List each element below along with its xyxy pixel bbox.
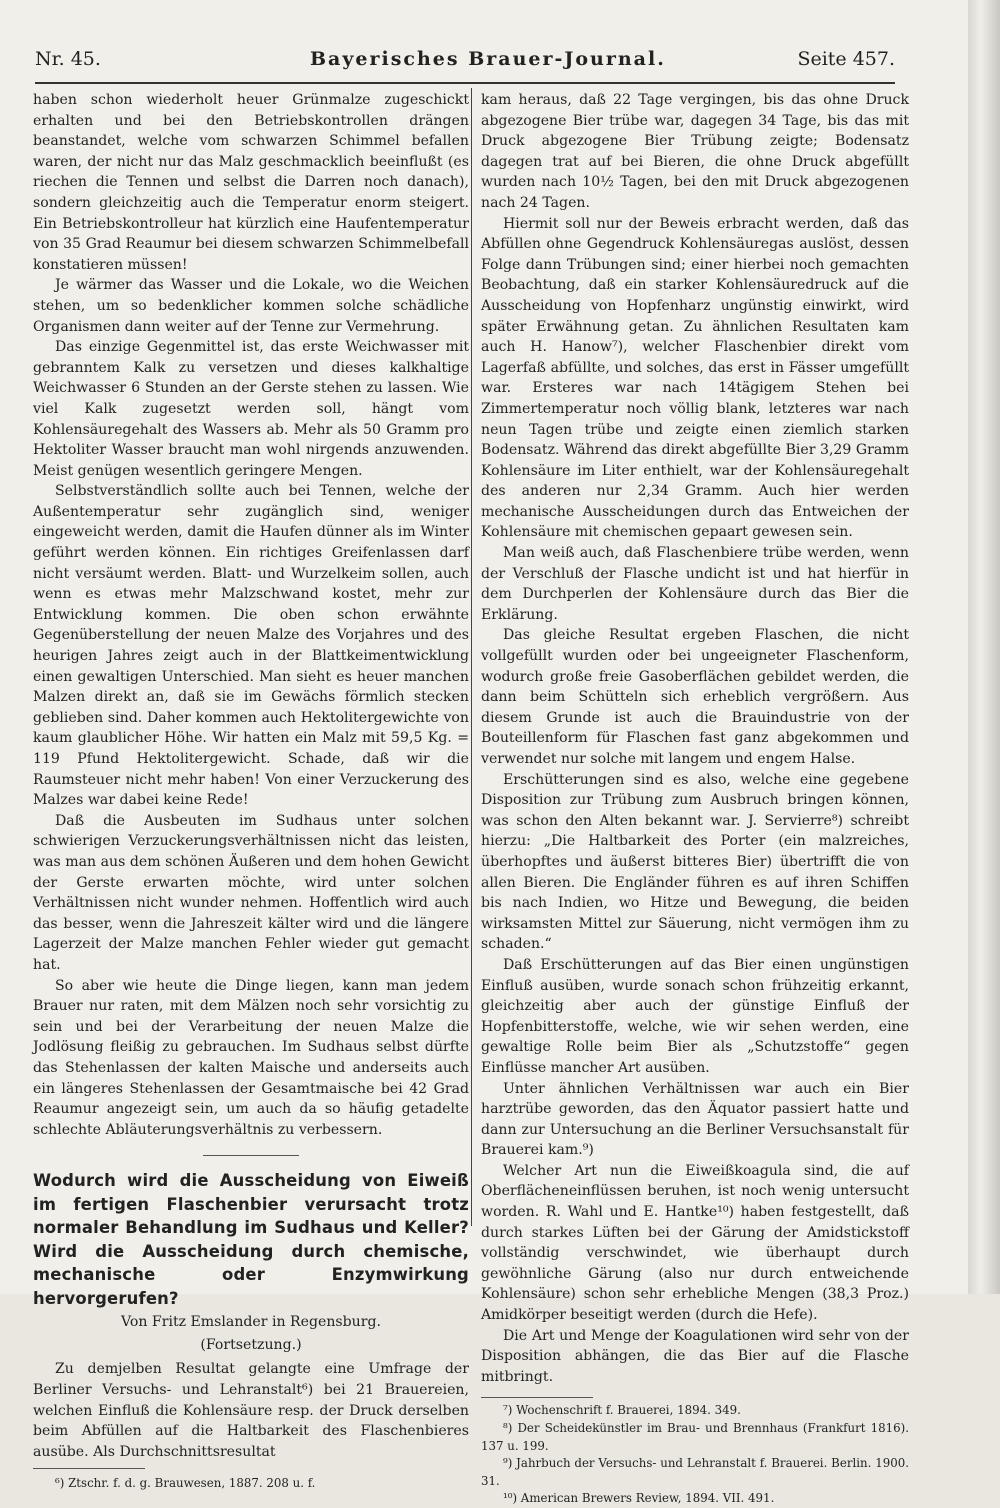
footnote: ¹⁰) American Brewers Review, 1894. VII. 491. [503,1491,775,1506]
paragraph: Unter ähnlichen Verhältnissen war auch ein Bier harztrübe geworden, das den Äquator passiert hatte und dann zur Untersuchung an die Berliner Versuchsanstalt für Brauerei kam.⁹) [481,1080,909,1159]
footnote: ⁸) Der Scheidekünstler im Brau- und Brennhaus (Frankfurt 1816). 137 u. 199. [481,1421,909,1453]
footnote: ⁶) Ztschr. f. d. g. Brauwesen, 1887. 208 u. f. [55,1476,316,1491]
section-rule [203,1155,299,1156]
header-rule [35,82,895,84]
journal-title: Bayerisches Brauer-Journal. [310,48,666,70]
footnotes [481,1402,909,1508]
footnote: ⁷) Wochenschrift f. Brauerei, 1894. 349. [503,1403,741,1418]
paragraph: Erschütterungen sind es also, welche eine gegebene Disposition zur Trübung zum Ausbruch bringen können, was schon den Alten bekannt war. J. Servierre⁸) schreibt hierzu: „Die Haltbarkeit des Porter (ein malzreiches, überhopftes und äußerst bitteres Bier) übertrifft die von allen Bieren. Die Engländer führen es auf ihren Schiffen bis nach Indien, wo Hitze und Bewegung, die beiden wirksamsten Mittel zur Säuerung, nicht vermögen ihm zu schaden.“ [481,771,909,953]
right-column [481,90,909,1508]
paragraph: Die Art und Menge der Koagulationen wird sehr von der Disposition abhängen, die das Bier auf die Flasche mitbringt. [481,1327,909,1385]
paragraph: So aber wie heute die Dinge liegen, kann man jedem Brauer nur raten, mit dem Mälzen noch sehr vorsichtig zu sein und bei der Verarbeitung der neuen Malze die Jodlösung fleißig zu gebrauchen. Im Sudhaus selbst dürfte das Stehenlassen der kalten Maische und anderseits auch ein längeres Stehenlassen der Gesamtmaische bei 42 Grad Reaumur angezeigt sein, um auch da so häufig getadelte schlechte Abläuterungsverhältnis zu verbessern. [33,977,469,1138]
paragraph: Man weiß auch, daß Flaschenbiere trübe werden, wenn der Verschluß der Flasche undicht ist und hat hierfür in dem Durchperlen der Kohlensäure durch das Bier die Erklärung. [481,545,909,623]
paragraph: Das gleiche Resultat ergeben Flaschen, die nicht vollgefüllt wurden oder bei ungeeigneter Flaschenform, wodurch große freie Gasoberflächen gebildet werden, die dann beim Schütteln sich erheblich vergrößern. Aus diesem Grunde ist auch die Brauindustrie von der Bouteillenform für Flaschen fast ganz abgekommen und verwendet nur solche mit langem und engem Halse. [481,627,909,767]
paragraph: Selbstverständlich sollte auch bei Tennen, welche der Außentemperatur sehr zugänglich sind, weniger eingeweicht werden, damit die Haufen dünner als im Winter geführt werden können. Ein richtiges Greifenlassen darf nicht versäumt werden. Blatt- und Wurzelkeim sollen, auch wenn es etwas mehr Malzschwand kostet, mehr zur Entwicklung kommen. Die oben schon erwähnte Gegenüberstellung der neuen Malze des Vorjahres und des heurigen Jahres zeigt auch in der Blattkeimentwicklung einen gewaltigen Unterschied. Man sieht es heuer manchen Malzen direkt an, daß sie im Gewächs förmlich stecken geblieben sind. Daher kommen auch Hektolitergewichte von kaum glaublicher Höhe. Wir hatten ein Malz mit 59,5 Kg. = 119 Pfund Hektolitergewicht. Schade, daß wir die Raumsteuer nicht mehr haben! Von einer Verzuckerung des Malzes war dabei keine Rede! [33,483,469,809]
paragraph: Je wärmer das Wasser und die Lokale, wo die Weichen stehen, um so bedenklicher kommen solche schädliche Organismen dann weiter auf der Tenne zur Vermehrung. [33,277,469,335]
paragraph: haben schon wiederholt heuer Grünmalze zugeschickt erhalten und bei den Betriebskontrollen drängen beanstandet, welche vom schwarzen Schimmel befallen waren, der nicht nur das Malz geschmacklich beeinflußt (es riechen die Tennen und selbst die Darren noch danach), sondern gleichzeitig auch die Temperatur enorm steigert. Ein Betriebskontrolleur hat kürzlich eine Haufentemperatur von 35 Grad Reaumur bei diesem schwarzen Schimmelbefall konstatieren müssen! [33,92,469,273]
paragraph: Hiermit soll nur der Beweis erbracht werden, daß das Abfüllen ohne Gegendruck Kohlensäuregas auslöst, dessen Folge dann Trübungen sind; einer hierbei noch gemachten Beobachtung, daß ein starker Kohlensäuredruck auf die Ausscheidung von Hopfenharz ungünstig einwirkt, wird später Erwähnung getan. Zu ähnlichen Resultaten kam auch H. Hanow⁷), welcher Flaschenbier direkt vom Lagerfaß abfüllte, und solches, das erst in Fässer umgefüllt war. Ersteres war nach 14tägigem Stehen bei Zimmertemperatur noch völlig blank, letzteres war nach neun Tagen trübe und zeigte einen ziemlich starken Bodensatz. Während das direkt abgefüllte Bier 3,29 Gramm Kohlensäure im Liter enthielt, war der Kohlensäuregehalt des anderen nur 2,34 Gramm. Auch hier werden mechanische Ausscheidungen durch das Entweichen der Kohlensäure mit chemischen gepaart gewesen sein. [481,215,909,541]
paragraph: kam heraus, daß 22 Tage vergingen, bis das ohne Druck abgezogene Bier trübe war, dagegen 34 Tage, bis das mit Druck abgezogene Bier Trübung zeigte; Bodensatz dagegen trat auf bei Bieren, die ohne Druck abgefüllt wurden nach 10½ Tagen, bei den mit Druck abgezogenen nach 24 Tagen. [481,92,909,211]
paragraph: Zu demjelben Resultat gelangte eine Umfrage der Berliner Versuchs- und Lehranstalt⁶) bei 21 Brauereien, welchen Einfluß die Kohlensäure resp. der Druck derselben beim Abfüllen auf die Haltbarkeit des Flaschenbieres ausübe. Als Durchschnittsresultat [33,1361,469,1460]
footnote-rule [33,1468,145,1469]
continuation-note: (Fortsetzung.) [200,1336,302,1353]
column-divider [471,88,472,1226]
issue-number: Nr. 45. [35,48,101,70]
page-number: Seite 457. [797,48,895,70]
footnote: ⁹) Jahrbuch der Versuchs- und Lehranstalt f. Brauerei. Berlin. 1900. 31. [481,1456,909,1488]
article-headline: Wodurch wird die Ausscheidung von Eiweiß im fertigen Flaschenbier verursacht trotz normaler Behandlung im Sudhaus und Keller? Wird die Ausscheidung durch chemische, mechanische oder Enzymwirkung hervorgerufen? [33,1171,469,1308]
page-edge [968,0,1000,1294]
paragraph: Das einzige Gegenmittel ist, das erste Weichwasser mit gebranntem Kalk zu versetzen und dieses kalkhaltige Weichwasser 6 Stunden an der Gerste stehen zu lassen. Wie viel Kalk zugesetzt werden soll, hängt vom Kohlensäuregehalt des Wassers ab. Mehr als 50 Gramm pro Hektoliter Wasser braucht man wohl nirgends anzuwenden. Meist genügen wesentlich geringere Mengen. [33,339,469,479]
footnote-rule [481,1397,593,1398]
paragraph: Daß die Ausbeuten im Sudhaus unter solchen schwierigen Verzuckerungsverhältnissen nicht das leisten, was man aus dem schönen Äußeren und dem hohen Gewicht der Gerste erwarten möchte, wird unter solchen Verhältnissen nicht wunder nehmen. Hoffentlich wird auch das besser, wenn die Jahreszeit kälter wird und die längere Lagerzeit der Malze manchen Fehler wieder gut gemacht hat. [33,812,469,973]
paragraph: Welcher Art nun die Eiweißkoagula sind, die auf Oberflächeneinflüssen beruhen, ist noch wenig untersucht worden. R. Wahl und E. Hantke¹⁰) haben festgestellt, daß durch starkes Lüften bei der Gärung der Amidstickstoff vollständig verschwindet, wie überhaupt durch gewöhnliche Gärung (also nur durch entweichende Kohlensäure) schon sehr erhebliche Mengen (38,3 Proz.) Amidkörper beseitigt werden (durch die Hefe). [481,1162,909,1324]
article-byline: Von Fritz Emslander in Regensburg. [121,1314,381,1331]
left-column [33,90,469,1492]
page-header [35,48,895,76]
paragraph: Daß Erschütterungen auf das Bier einen ungünstigen Einfluß ausüben, wurde sonach schon frühzeitig erkannt, gleichzeitig aber auch der günstige Einfluß der Hopfenbitterstoffe, welche, wie wir sehen werden, eine gewaltige Rolle beim Bier als „Schutzstoffe“ gegen Einflüsse mancher Art ausüben. [481,956,909,1076]
